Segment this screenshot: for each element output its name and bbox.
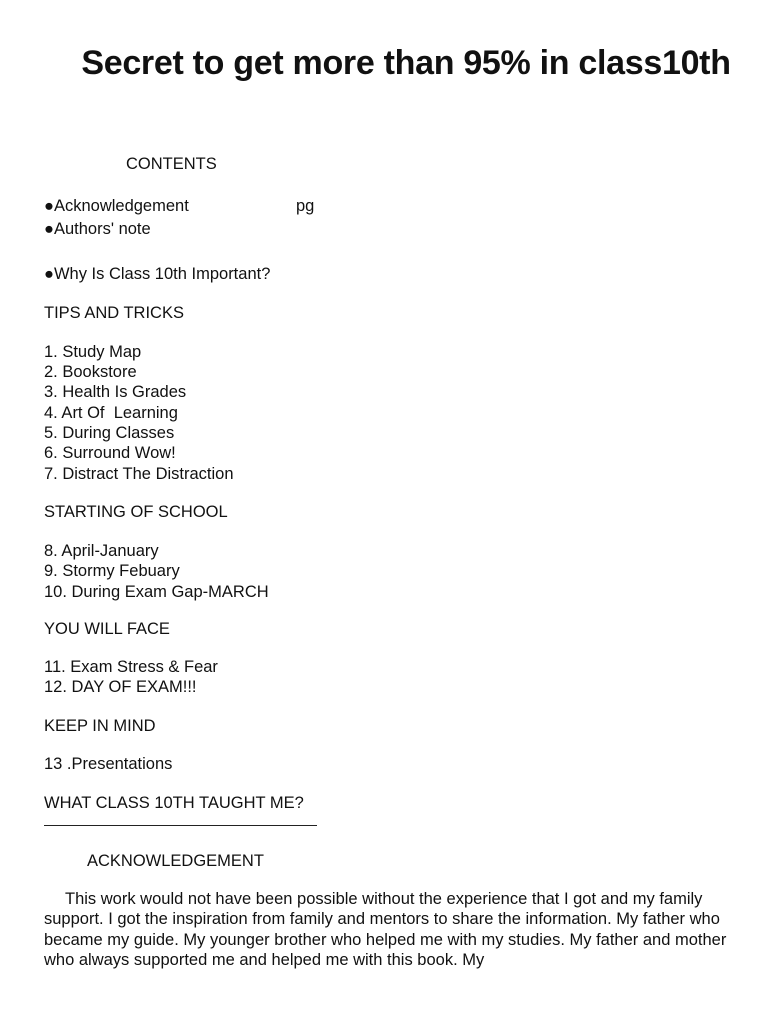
section-heading-tips-and-tricks: TIPS AND TRICKS bbox=[44, 304, 184, 322]
toc-item: 8. April-January bbox=[44, 542, 159, 560]
toc-item: 7. Distract The Distraction bbox=[44, 465, 234, 483]
acknowledgement-heading: ACKNOWLEDGEMENT bbox=[87, 852, 264, 870]
section-heading-what-class-10th-taught-me: WHAT CLASS 10TH TAUGHT ME? bbox=[44, 794, 304, 812]
toc-item: 11. Exam Stress & Fear bbox=[44, 658, 218, 676]
toc-item: 1. Study Map bbox=[44, 343, 142, 361]
toc-item-acknowledgement: ●Acknowledgement bbox=[44, 197, 189, 215]
toc-item: 6. Surround Wow! bbox=[44, 444, 176, 462]
toc-item: 9. Stormy Febuary bbox=[44, 562, 180, 580]
document-title: Secret to get more than 95% in class10th bbox=[81, 44, 731, 82]
divider-line bbox=[44, 825, 317, 826]
acknowledgement-paragraph bbox=[44, 889, 734, 971]
section-heading-starting-of-school: STARTING OF SCHOOL bbox=[44, 503, 228, 521]
toc-page-label: pg bbox=[296, 197, 315, 215]
toc-item-authors-note: ●Authors' note bbox=[44, 220, 151, 238]
toc-item: 10. During Exam Gap-MARCH bbox=[44, 583, 269, 601]
toc-item: 13 .Presentations bbox=[44, 755, 173, 773]
toc-item: 3. Health Is Grades bbox=[44, 383, 187, 401]
section-heading-you-will-face: YOU WILL FACE bbox=[44, 620, 170, 638]
section-heading-keep-in-mind: KEEP IN MIND bbox=[44, 717, 156, 735]
toc-item: 5. During Classes bbox=[44, 424, 175, 442]
toc-item: 12. DAY OF EXAM!!! bbox=[44, 678, 197, 696]
contents-heading: CONTENTS bbox=[126, 155, 217, 173]
toc-item: 2. Bookstore bbox=[44, 363, 137, 381]
toc-item-why-class-10th: ●Why Is Class 10th Important? bbox=[44, 265, 271, 283]
toc-item: 4. Art Of Learning bbox=[44, 404, 178, 422]
acknowledgement-text: This work would not have been possible without the experience that I got and my family support. I got the inspiration from family and mentors to share the information. My father who became my guide. My younger brother who helped me with my studies. My father and mother who always supported me and helped me with this book. My bbox=[44, 890, 727, 970]
